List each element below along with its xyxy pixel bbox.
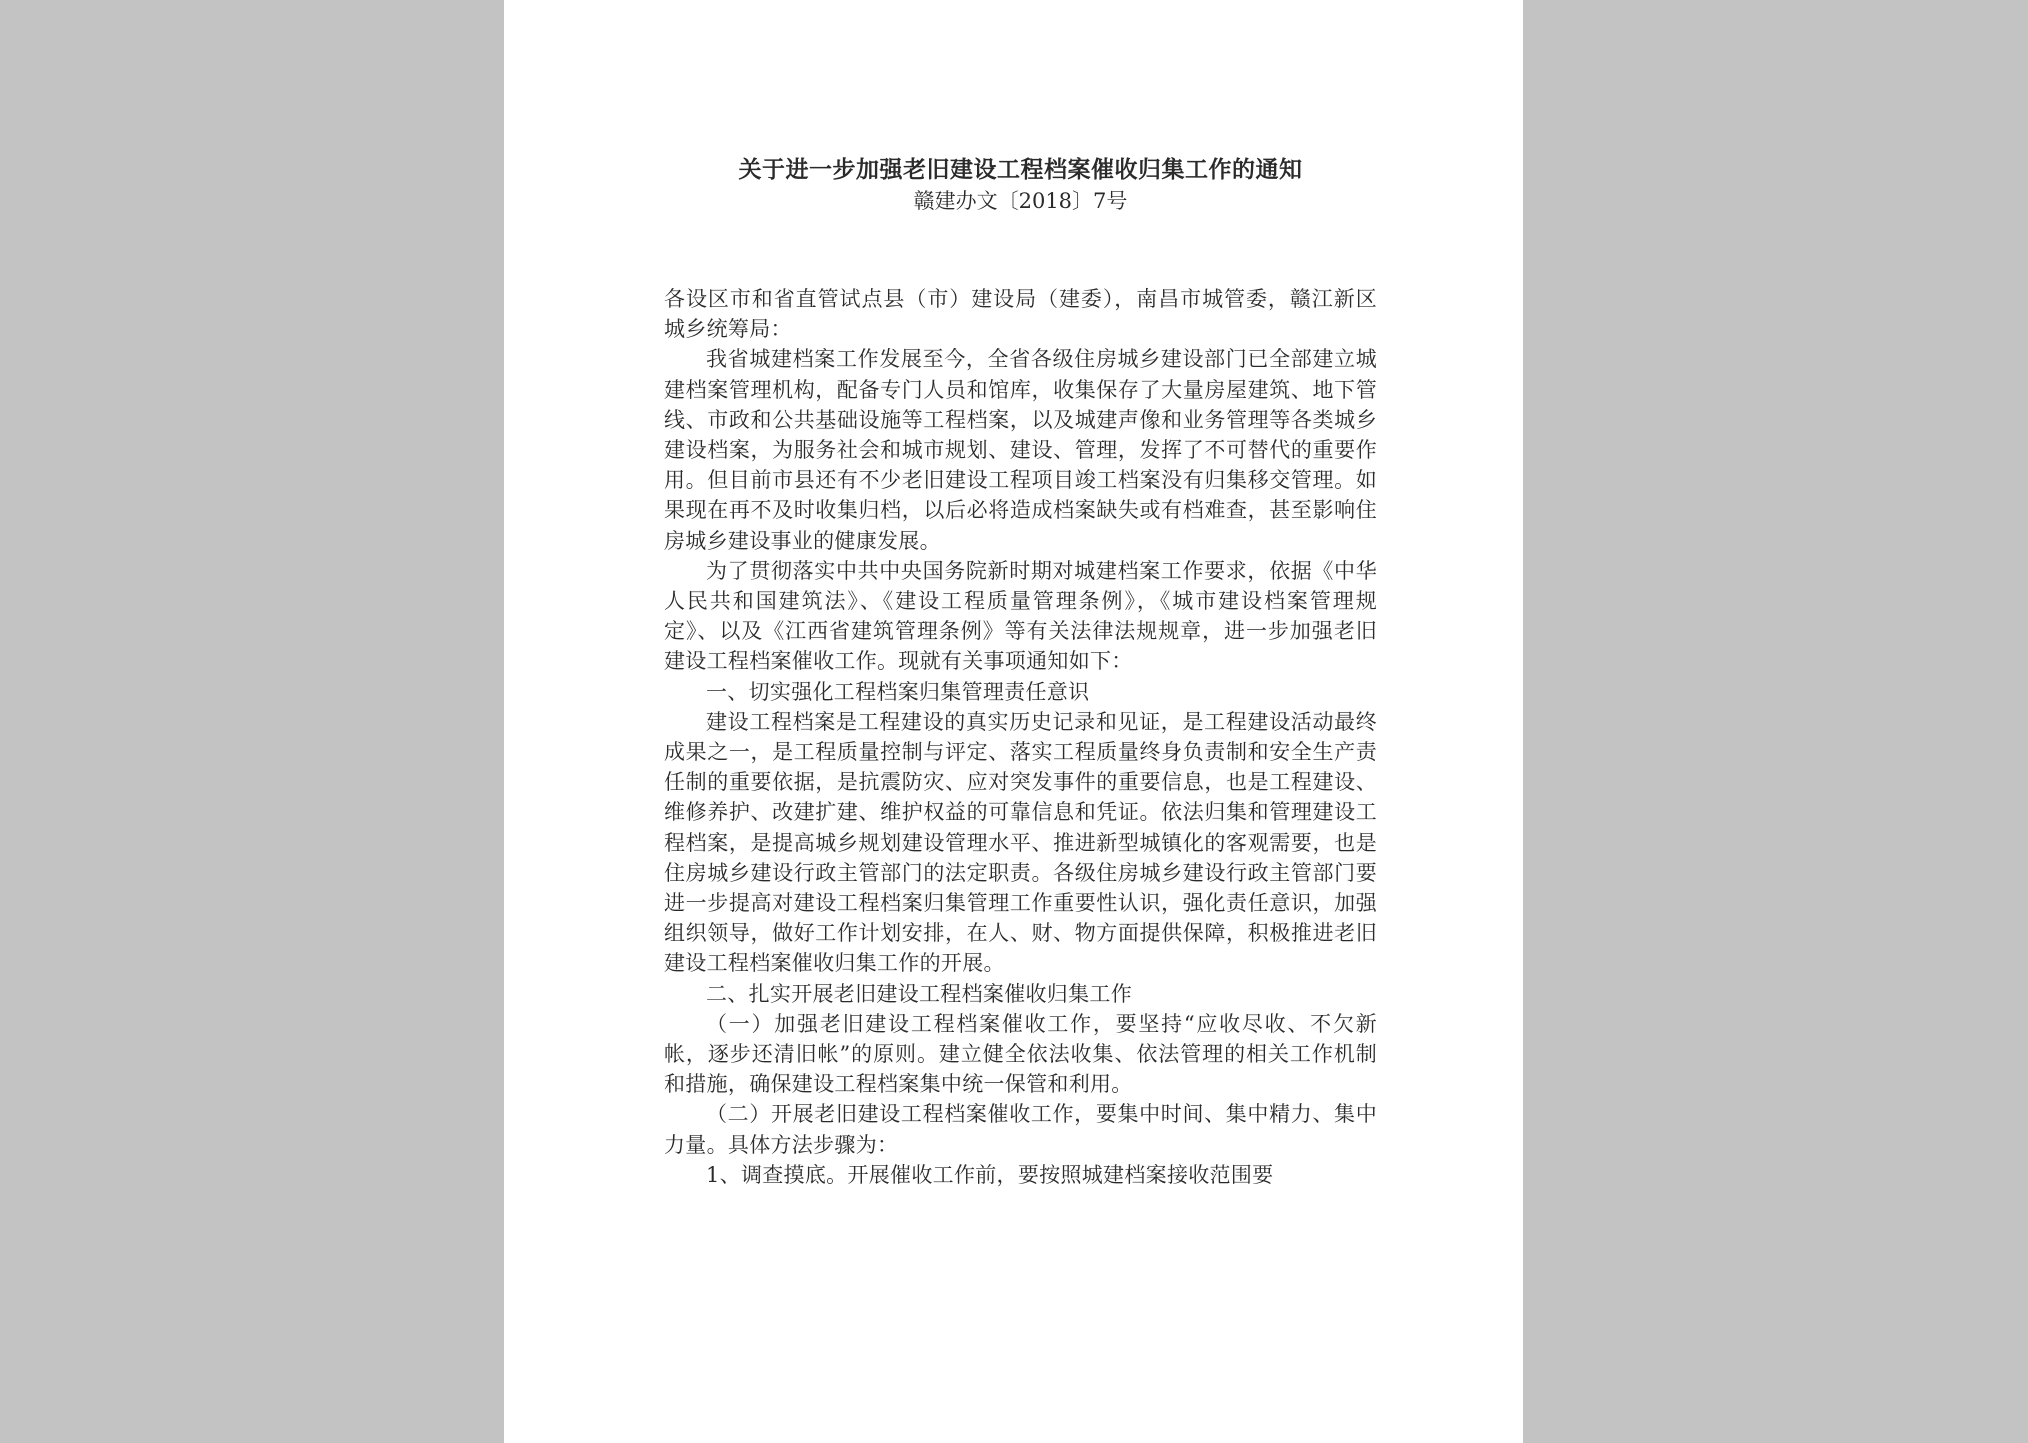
- paragraph: （一）加强老旧建设工程档案催收工作，要坚持“应收尽收、不欠新帐，逐步还清旧帐”的原则。建立健全依法收集、依法管理的相关工作机制和措施，确保建设工程档案集中统一保管和利用。: [664, 1011, 1377, 1097]
- document-title: 关于进一步加强老旧建设工程档案催收归集工作的通知: [738, 156, 1303, 183]
- paragraph: 我省城建档案工作发展至今，全省各级住房城乡建设部门已全部建立城建档案管理机构，配备专门人员和馆库，收集保存了大量房屋建筑、地下管线、市政和公共基础设施等工程档案，以及城建声像和业务管理等各类城乡建设档案，为服务社会和城市规划、建设、管理，发挥了不可替代的重要作用。但目前市县还有不少老旧建设工程项目竣工档案没有归集移交管理。如果现在再不及时收集归档，以后必将造成档案缺失或有档难查，甚至影响住房城乡建设事业的健康发展。: [664, 347, 1377, 553]
- section-heading: 二、扎实开展老旧建设工程档案催收归集工作: [706, 981, 1132, 1006]
- section-heading: 一、切实强化工程档案归集管理责任意识: [706, 679, 1090, 704]
- document-body: [664, 284, 1377, 1190]
- document-number: 赣建办文〔2018〕7号: [913, 189, 1128, 213]
- paragraph: 1、调查摸底。开展催收工作前，要按照城建档案接收范围要: [706, 1162, 1274, 1187]
- addressee: 各设区市和省直管试点县（市）建设局（建委），南昌市城管委，赣江新区城乡统筹局：: [664, 287, 1377, 342]
- paragraph: 为了贯彻落实中共中央国务院新时期对城建档案工作要求，依据《中华人民共和国建筑法》、《建设工程质量管理条例》，《城市建设档案管理规定》、以及《江西省建筑管理条例》等有关法律法规规章，进一步加强老旧建设工程档案催收工作。现就有关事项通知如下：: [664, 558, 1377, 674]
- paragraph: 建设工程档案是工程建设的真实历史记录和见证，是工程建设活动最终成果之一，是工程质量控制与评定、落实工程质量终身负责制和安全生产责任制的重要依据，是抗震防灾、应对突发事件的重要信息，也是工程建设、维修养护、改建扩建、维护权益的可靠信息和凭证。依法归集和管理建设工程档案，是提高城乡规划建设管理水平、推进新型城镇化的客观需要，也是住房城乡建设行政主管部门的法定职责。各级住房城乡建设行政主管部门要进一步提高对建设工程档案归集管理工作重要性认识，强化责任意识，加强组织领导，做好工作计划安排，在人、财、物方面提供保障，积极推进老旧建设工程档案催收归集工作的开展。: [664, 709, 1377, 976]
- paragraph: （二）开展老旧建设工程档案催收工作，要集中时间、集中精力、集中力量。具体方法步骤为：: [664, 1102, 1377, 1157]
- document-page: [504, 0, 1523, 1443]
